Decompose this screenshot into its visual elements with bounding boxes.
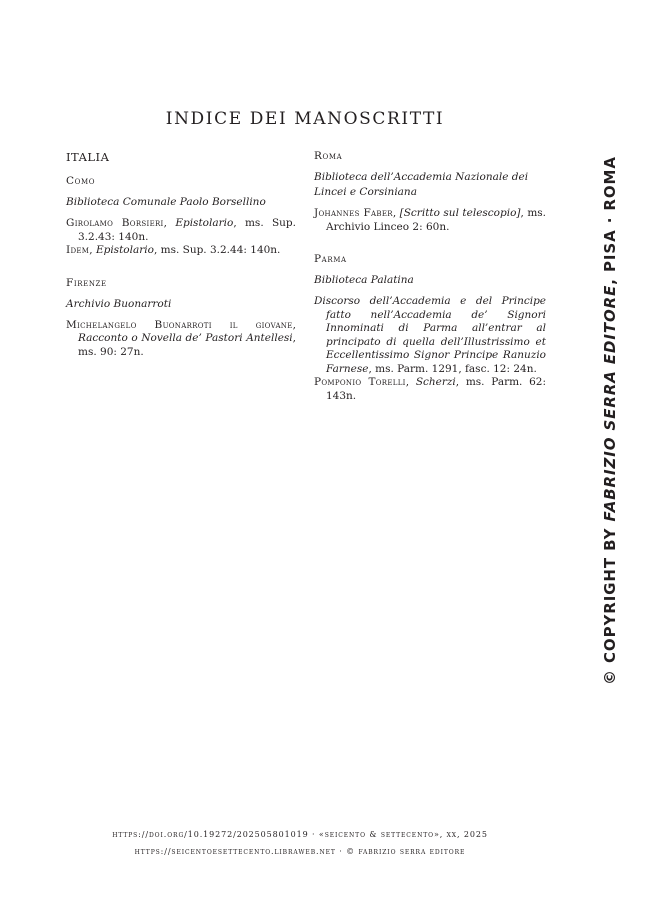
page-title: INDICE DEI MANOSCRITTI [165,109,445,129]
library-name: Biblioteca dell’Accademia Nazionale dei Lincei e Corsiniana [314,171,529,198]
entry-author: Michelangelo Buonarroti il giovane [66,318,293,331]
entry-work: [Scritto sul telescopio] [399,207,521,219]
section-label-italia: ITALIA [66,150,110,164]
entry-author: Idem [66,244,90,256]
copyright-prefix: © COPYRIGHT BY [601,527,619,685]
city-heading-parma: Parma [314,253,347,265]
manuscript-entry [314,295,546,376]
entry-reference: , ms. Archivio Linceo 2: 60n. [326,207,547,233]
entry-reference: , ms. 90: 27n. [78,332,296,358]
city-heading-firenze: Firenze [66,276,107,289]
footer-website-line: https://seicentoesettecento.libraweb.net · © fabrizio serra editore [134,847,466,856]
entry-author: Pomponio Torelli [314,376,406,388]
manuscript-entry: Pomponio Torelli, Scherzi, ms. Parm. 62: 143n. [314,376,546,402]
copyright-watermark [598,156,622,685]
left-column [66,150,296,359]
entry-work: Racconto o Novella de’ Pastori Antellesi [78,332,293,344]
manuscript-entry: Idem, Epistolario, ms. Sup. 3.2.44: 140n. [66,244,281,256]
copyright-publisher: FABRIZIO SERRA EDITORE [601,284,619,522]
entry-reference: , ms. Sup. 3.2.43: 140n. [78,217,296,243]
right-column [314,150,546,403]
entry-work: Scherzi [415,376,456,388]
manuscript-entry: Girolamo Borsieri, Epistolario, ms. Sup. 3.2.43: 140n. [66,217,296,243]
library-name: Biblioteca Palatina [314,274,414,286]
city-heading-roma: Roma [314,150,343,162]
entry-work: Discorso dell’Accademia e del Principe fatto nell’Accademia de’ Signori Innominati di Parma all’entrar al principato di quella dell’Illustrissimo et Eccellentissimo Signor Principe Ranuzio Farnese [314,295,546,375]
entry-reference: , ms. Parm. 62: 143n. [326,376,546,402]
entry-reference: , ms. Parm. 1291, fasc. 12: 24n. [368,362,537,375]
entry-work: Epistolario [175,217,234,229]
entry-work: Epistolario [95,244,154,256]
city-heading-como: Como [66,175,96,187]
footer-doi-line: https://doi.org/10.19272/202505801019 · «seicento & settecento», xx, 2025 [112,830,488,839]
library-name: Archivio Buonarroti [66,297,172,310]
entry-author: Girolamo Borsieri [66,217,164,229]
library-name: Biblioteca Comunale Paolo Borsellino [66,196,266,208]
manuscript-entry: Johannes Faber, [Scritto sul telescopio], ms. Archivio Linceo 2: 60n. [314,207,547,233]
manuscript-entry: Michelangelo Buonarroti il giovane, Racconto o Novella de’ Pastori Antellesi, ms. 90: 27n. [66,318,296,358]
entry-author: Johannes Faber [314,207,393,219]
copyright-suffix: , PISA · ROMA [601,156,619,285]
entry-reference: , ms. Sup. 3.2.44: 140n. [153,244,281,256]
